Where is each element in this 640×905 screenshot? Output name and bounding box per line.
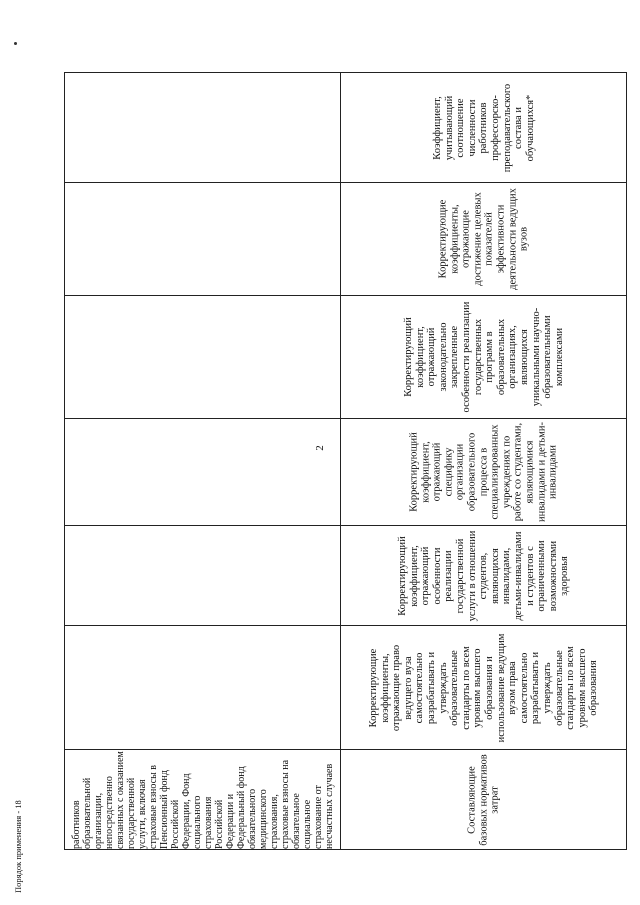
header-col-5-text: Корректирующие коэффициенты, отражающие достижение целевых показателей эффективности деятельности ведущих вузов [437,188,530,290]
header-col-4-text: Корректирующий коэффициент, отражающий законодательно закрепленные особенности реализации государственных программ в образовательных организациях, являющихся уникальными научно-образовательными комплексами [402,301,565,413]
header-col-6-text: Коэффициент, учитывающий соотношение численности работников профессорско-преподавательского состава и обучающихся* [431,83,536,172]
header-col-1 [341,626,627,750]
norms-table [64,72,627,850]
header-first [341,750,627,850]
cell-data-1 [65,626,341,750]
page-number: 2 [314,445,326,451]
header-col-2 [341,526,627,626]
cell-data-2 [65,526,341,626]
cell-data-5 [65,183,341,296]
stray-dot [14,42,17,45]
cell-data-first [65,750,341,850]
cell-data-6 [65,73,341,183]
header-col-2-text: Корректирующий коэффициент, отражающий особенности реализации государственной услуги в отношении студентов, являющихся инвалидами, детьми-инвалидами и студентов с ограниченными возможностями здоровья [396,530,570,621]
header-col-1-text: Корректирующие коэффициенты, отражающие право ведущего вуза самостоятельно разрабатывать и утверждать образовательные стандарты по всем уровням высшего образования и использование ведущим вузом права самостоятельно разрабатывать и утверждать образовательные стандарты по всем уровням высшего образования [367,633,599,742]
header-col-6 [341,73,627,183]
header-col-3 [341,419,627,526]
header-first-text: Составляющие базовых нормативов затрат [466,753,501,846]
data-first-text: работников образовательной организации, непосредственно связанных с оказанием государственной услуги, включая страховые взносы в Пенсионный фонд Российской Федерации, Фонд социального страхования Российской Федерации и Федеральный фонд обязательного медицинского страхования, страховые взносы на обязательное социальное страхование от несчастных случаев [70,750,335,849]
cell-data-4 [65,296,341,419]
header-col-4 [341,296,627,419]
footer-note: Порядок применения - 18 [13,800,23,893]
header-col-3-text: Корректирующий коэффициент, отражающий специфику организации образовательного процесса в специализированных учреждениях по работе со студентами, являющимися инвалидами и детьми-инвалидами [408,422,559,522]
cell-data-3 [65,419,341,526]
header-col-5 [341,183,627,296]
